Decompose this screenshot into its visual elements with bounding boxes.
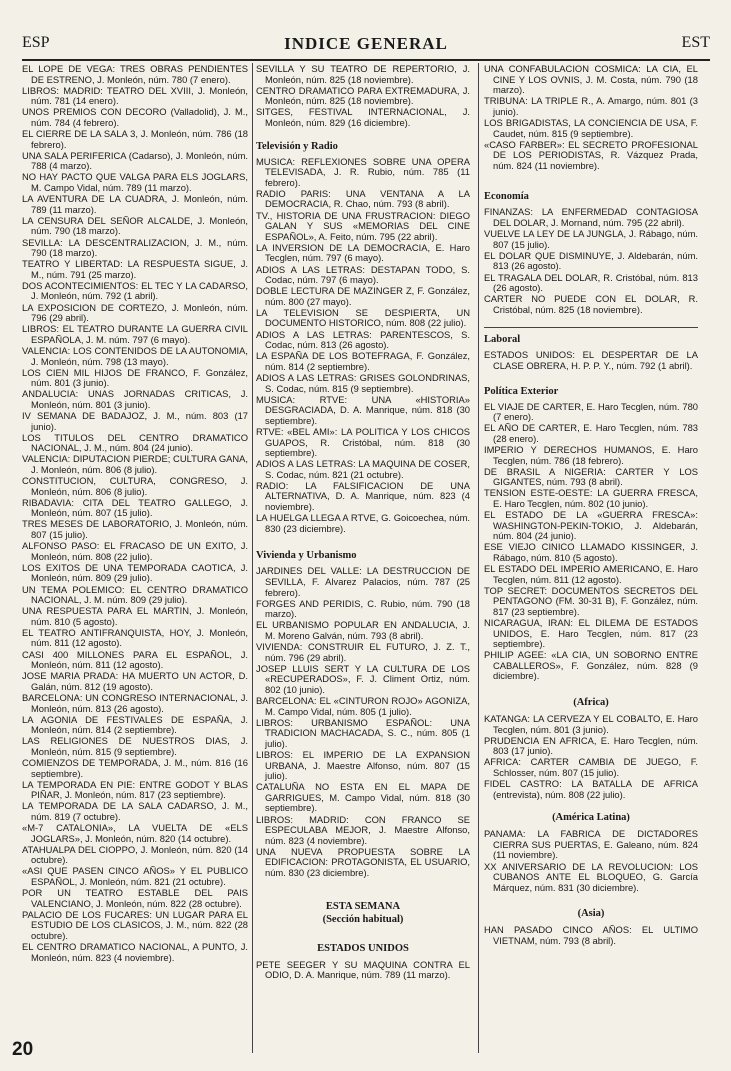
entry-list [256, 566, 470, 878]
page-header [22, 34, 710, 56]
index-entry: CARTER NO PUEDE CON EL DOLAR, R. Cristóbal, núm. 825 (18 noviembre). [484, 293, 698, 315]
index-entry: «CASO FARBER»: EL SECRETO PROFESIONAL DE LOS PERIODISTAS, R. Vázquez Prada, núm. 824 (11 noviembre). [484, 138, 698, 171]
index-entry: POR UN TEATRO ESTABLE DEL PAIS VALENCIANO, J. Monleón, núm. 822 (28 octubre). [22, 887, 248, 909]
section-heading-vivienda: Vivienda y Urbanismo [256, 550, 357, 562]
index-entry: IV SEMANA DE BADAJOZ, J. M., núm. 803 (17 junio). [22, 410, 248, 432]
index-entry: LA CENSURA DEL SEÑOR ALCALDE, J. Monleón, núm. 790 (18 marzo). [22, 214, 248, 237]
entry-list [256, 157, 470, 535]
index-entry: HAN PASADO CINCO AÑOS: EL ULTIMO VIETNAM, núm. 793 (8 abril). [484, 924, 698, 946]
entry-list [484, 207, 698, 315]
index-entry: VUELVE LA LEY DE LA JUNGLA, J. Rábago, núm. 807 (15 julio). [484, 228, 698, 250]
index-entry: JOSE MARIA PRADA: HA MUERTO UN ACTOR, D. Galán, núm. 812 (19 agosto). [22, 670, 248, 692]
index-entry: PANAMA: LA FABRICA DE DICTADORES CIERRA SUS PUERTAS, E. Galeano, núm. 824 (11 noviembre). [484, 828, 698, 861]
index-entry: TRIBUNA: LA TRIPLE R., A. Amargo, núm. 801 (3 junio). [484, 95, 698, 117]
index-entry: CENTRO DRAMATICO PARA EXTREMADURA, J. Monleón, núm. 825 (18 noviembre). [256, 84, 470, 107]
index-entry: DOS ACONTECIMIENTOS: EL TEC Y LA CADARSO, J. Monleón, núm. 792 (1 abril). [22, 279, 248, 302]
column-2 [256, 64, 470, 981]
index-entry: FINANZAS: LA ENFERMEDAD CONTAGIOSA DEL DOLAR, J. Mornand, núm. 795 (22 abril). [484, 206, 698, 229]
index-entry: JOSEP LLUIS SERT Y LA CULTURA DE LOS «RECUPERADOS», F. J. Climent Ortiz, núm. 802 (10 junio). [256, 662, 470, 695]
section-heading-america-latina: (América Latina) [552, 812, 630, 824]
entry-list [256, 960, 470, 981]
index-entry: PHILIP AGEE: «LA CIA, UN SOBORNO ENTRE CABALLEROS», F. González, núm. 828 (9 diciembre). [484, 649, 698, 682]
section-heading-laboral: Laboral [484, 334, 521, 346]
index-entry: ESTADOS UNIDOS: EL DESPERTAR DE LA CLASE OBRERA, H. P. P. Y., núm. 792 (1 abril). [484, 349, 698, 371]
section-heading-asia: (Asia) [577, 908, 605, 920]
index-entry: UNA NUEVA PROPUESTA SOBRE LA EDIFICACION: PROTAGONISTA, EL USUARIO, núm. 830 (23 diciembre). [256, 845, 470, 878]
header-left-label: ESP [22, 34, 50, 51]
index-entry: ESE VIEJO CINICO LLAMADO KISSINGER, J. Rábago, núm. 810 (5 agosto). [484, 541, 698, 563]
index-entry: LIBROS: MADRID: CON FRANCO SE ESPECULABA MEJOR, J. Maestre Alfonso, núm. 823 (4 noviembre). [256, 813, 470, 846]
index-entry: ALFONSO PASO: EL FRACASO DE UN EXITO, J. Monleón, núm. 808 (22 julio). [22, 540, 248, 562]
section-heading-politica-exterior: Política Exterior [484, 385, 559, 397]
index-entry: TV., HISTORIA DE UNA FRUSTRACION: DIEGO GALAN Y SUS «MEMORIAS DEL CINE ESPAÑOL», A. Feito, núm. 795 (22 abril). [256, 209, 470, 242]
section-heading-television: Televisión y Radio [256, 140, 338, 152]
column-1 [22, 64, 248, 964]
index-entry: SEVILLA: LA DESCENTRALIZACION, J. M., núm. 790 (18 marzo). [22, 236, 248, 259]
index-entry: RTVE: «BEL AMI»: LA POLITICA Y LOS CHICOS GUAPOS, R. Cristóbal, núm. 818 (30 septiembre). [256, 425, 470, 459]
index-entry: EL TEATRO ANTIFRANQUISTA, HOY, J. Monleón, núm. 811 (12 agosto). [22, 626, 248, 649]
section-subheading: (Sección habitual) [322, 913, 404, 925]
page-title: INDICE GENERAL [284, 34, 448, 53]
index-entry: LA AVENTURA DE LA CUADRA, J. Monleón, núm. 789 (11 marzo). [22, 193, 248, 215]
index-entry: KATANGA: LA CERVEZA Y EL COBALTO, E. Haro Tecglen, núm. 801 (3 junio). [484, 713, 698, 735]
index-entry: LA ESPAÑA DE LOS BOTEFRAGA, F. González, núm. 814 (2 septiembre). [256, 350, 470, 372]
index-entry: LA TELEVISION SE DESPIERTA, UN DOCUMENTO HISTORICO, núm. 808 (22 julio). [256, 306, 470, 329]
index-entry: LOS BRIGADISTAS, LA CONCIENCIA DE USA, F. Caudet, núm. 815 (9 septiembre). [484, 116, 698, 139]
index-entry: LOS CIEN MIL HIJOS DE FRANCO, F. González, núm. 801 (3 junio). [22, 366, 248, 389]
index-entry: TENSION ESTE-OESTE: LA GUERRA FRESCA, E. Haro Tecglen, núm. 802 (10 junio). [484, 487, 698, 509]
section-heading-esta-semana: ESTA SEMANA [325, 900, 401, 912]
index-entry: TEATRO Y LIBERTAD: LA RESPUESTA SIGUE, J. M., núm. 791 (25 marzo). [22, 258, 248, 280]
index-entry: TRES MESES DE LABORATORIO, J. Monleón, núm. 807 (15 julio). [22, 518, 248, 541]
column-3 [484, 64, 698, 947]
index-entry: RADIO: LA FALSIFICACION DE UNA ALTERNATIVA, D. A. Manrique, núm. 823 (4 noviembre). [256, 479, 470, 513]
index-entry: SEVILLA Y SU TEATRO DE REPERTORIO, J. Monleón, núm. 825 (18 noviembre). [256, 63, 470, 85]
index-entry: FIDEL CASTRO: LA BATALLA DE AFRICA (entrevista), núm. 808 (22 julio). [484, 778, 698, 800]
index-entry: VALENCIA: DIPUTACION PIERDE; CULTURA GANA, J. Monleón, núm. 806 (8 julio). [22, 453, 248, 475]
header-right-label: EST [681, 34, 710, 51]
index-entry: LA TEMPORADA EN PIE: ENTRE GODOT Y BLAS PIÑAR, J. Monleón, núm. 817 (23 septiembre). [22, 778, 248, 801]
index-entry: LOS TITULOS DEL CENTRO DRAMATICO NACIONAL, J. M., núm. 804 (24 junio). [22, 431, 248, 454]
index-entry: LAS RELIGIONES DE NUESTROS DIAS, J. Monleón, núm. 815 (9 septiembre). [22, 735, 248, 757]
column-divider-1 [252, 63, 253, 1053]
index-entry: UNA CONFABULACION COSMICA: LA CIA, EL CINE Y LOS OVNIS, J. M. Costa, núm. 790 (18 marzo). [484, 63, 698, 96]
index-entry: LOS EXITOS DE UNA TEMPORADA CAOTICA, J. Monleón, núm. 809 (29 julio). [22, 561, 248, 584]
index-entry: PRUDENCIA EN AFRICA, E. Haro Tecglen, núm. 803 (17 junio). [484, 734, 698, 757]
index-entry: EL CENTRO DRAMATICO NACIONAL, A PUNTO, J. Monleón, núm. 823 (4 noviembre). [22, 941, 248, 963]
entry-list [484, 350, 698, 371]
index-entry: LIBROS: EL TEATRO DURANTE LA GUERRA CIVIL ESPAÑOLA, J. M. núm. 797 (6 mayo). [22, 323, 248, 345]
index-entry: LA HUELGA LLEGA A RTVE, G. Goicoechea, núm. 830 (23 diciembre). [256, 512, 470, 534]
entry-list [484, 64, 698, 171]
index-entry: EL TRAGALA DEL DOLAR, R. Cristóbal, núm. 813 (26 agosto). [484, 271, 698, 294]
index-entry: LA EXPOSICION DE CORTEZO, J. Monleón, núm. 796 (29 abril). [22, 301, 248, 324]
index-entry: SITGES, FESTIVAL INTERNACIONAL, J. Monleón, núm. 829 (16 diciembre). [256, 106, 470, 128]
index-entry: NICARAGUA, IRAN: EL DILEMA DE ESTADOS UNIDOS, E. Haro Tecglen, núm. 817 (23 septiembre). [484, 616, 698, 650]
index-entry: IMPERIO Y DERECHOS HUMANOS, E. Haro Tecglen, núm. 786 (18 febrero). [484, 443, 698, 466]
entry-list [22, 64, 248, 963]
index-entry: «ASI QUE PASEN CINCO AÑOS» Y EL PUBLICO ESPAÑOL, J. Monleón, núm. 821 (21 octubre). [22, 865, 248, 888]
index-entry: EL CIERRE DE LA SALA 3, J. Monleón, núm. 786 (18 febrero). [22, 128, 248, 150]
index-entry: BARCELONA: UN CONGRESO INTERNACIONAL, J. Monleón, núm. 813 (26 agosto). [22, 691, 248, 714]
index-entry: ADIOS A LAS LETRAS: GRISES GOLONDRINAS, S. Codac, núm. 815 (9 septiembre). [256, 371, 470, 394]
index-entry: AFRICA: CARTER CAMBIA DE JUEGO, F. Schlosser, núm. 807 (15 julio). [484, 756, 698, 778]
index-entry: XX ANIVERSARIO DE LA REVOLUCION: LOS CUBANOS ANTE EL BLOQUEO, G. García Márquez, núm. 831 (30 diciembre). [484, 860, 698, 893]
index-entry: BARCELONA: EL «CINTURON ROJO» AGONIZA, M. Campo Vidal, núm. 805 (1 julio). [256, 694, 470, 717]
index-entry: UNA SALA PERIFERICA (Cadarso), J. Monleón, núm. 788 (4 marzo). [22, 149, 248, 172]
index-entry: RIBADAVIA: CITA DEL TEATRO GALLEGO, J. Monleón, núm. 807 (15 julio). [22, 496, 248, 519]
index-entry: LA INVERSION DE LA DEMOCRACIA, E. Haro Tecglen, núm. 797 (6 mayo). [256, 241, 470, 264]
entry-list [256, 64, 470, 129]
index-entry: LIBROS: URBANISMO ESPAÑOL: UNA TRADICION MACHACADA, S. C., núm. 805 (1 julio). [256, 716, 470, 749]
section-heading-estados-unidos: ESTADOS UNIDOS [317, 942, 409, 954]
index-entry: UNOS PREMIOS CON DECORO (Valladolid), J. M., núm. 784 (4 febrero). [22, 106, 248, 128]
index-entry: CONSTITUCION, CULTURA, CONGRESO, J. Monleón, núm. 806 (8 julio). [22, 475, 248, 497]
index-entry: ATAHUALPA DEL CIOPPO, J. Monleón, núm. 820 (14 octubre). [22, 843, 248, 866]
index-entry: JARDINES DEL VALLE: LA DESTRUCCION DE SEVILLA, F. Alvarez Palacios, núm. 787 (25 febrero). [256, 565, 470, 598]
index-entry: LIBROS: EL IMPERIO DE LA EXPANSION URBANA, J. Maestre Alfonso, núm. 807 (15 julio). [256, 748, 470, 782]
page-number: 20 [12, 1039, 34, 1060]
index-entry: EL AÑO DE CARTER, E. Haro Tecglen, núm. 783 (28 enero). [484, 422, 698, 444]
column-divider-2 [478, 63, 479, 1053]
index-entry: MUSICA: RTVE: UNA «HISTORIA» DESGRACIADA, D. A. Manrique, núm. 818 (30 septiembre). [256, 393, 470, 426]
index-entry: PETE SEEGER Y SU MAQUINA CONTRA EL ODIO, D. A. Manrique, núm. 789 (11 marzo). [256, 958, 470, 981]
index-entry: TOP SECRET: DOCUMENTOS SECRETOS DEL PENTAGONO (FM. 30-31 B), F. González, núm. 817 (23 septiembre). [484, 584, 698, 617]
index-entry: VIVIENDA: CONSTRUIR EL FUTURO, J. Z. T., núm. 796 (29 abril). [256, 641, 470, 663]
index-entry: FORGES AND PERIDIS, C. Rubio, núm. 790 (18 marzo). [256, 597, 470, 620]
index-entry: VALENCIA: LOS CONTENIDOS DE LA AUTONOMIA, J. Monleón, núm. 798 (13 mayo). [22, 344, 248, 367]
index-entry: COMIENZOS DE TEMPORADA, J. M., núm. 816 (16 septiembre). [22, 757, 248, 779]
index-entry: EL ESTADO DE LA «GUERRA FRESCA»: WASHINGTON-PEKIN-TOKIO, J. Aldebarán, núm. 804 (24 junio). [484, 509, 698, 542]
section-heading-economia: Economía [484, 191, 529, 203]
section-divider [484, 327, 698, 328]
entry-list [484, 925, 698, 946]
index-entry: LA TEMPORADA DE LA SALA CADARSO, J. M., núm. 819 (7 octubre). [22, 800, 248, 822]
index-entry: UNA RESPUESTA PARA EL MARTIN, J. Monleón, núm. 810 (5 agosto). [22, 605, 248, 627]
index-entry: UN TEMA POLEMICO: EL CENTRO DRAMATICO NACIONAL, J. M. núm. 809 (29 julio). [22, 583, 248, 606]
index-entry: RADIO PARIS: UNA VENTANA A LA DEMOCRACIA, R. Chao, núm. 793 (8 abril). [256, 187, 470, 210]
entry-list [484, 829, 698, 893]
index-entry: EL URBANISMO POPULAR EN ANDALUCIA, J. M. Moreno Galván, núm. 793 (8 abril). [256, 619, 470, 641]
index-entry: ADIOS A LAS LETRAS: DESTAPAN TODO, S. Codac, núm. 797 (6 mayo). [256, 263, 470, 286]
entry-list [484, 714, 698, 800]
section-heading-africa: (Africa) [573, 697, 609, 708]
entry-list [484, 402, 698, 682]
index-entry: DE BRASIL A NIGERIA: CARTER Y LOS GIGANTES, núm. 793 (8 abril). [484, 465, 698, 488]
index-entry: LIBROS: MADRID: TEATRO DEL XVIII, J. Monleón, núm. 781 (14 enero). [22, 84, 248, 107]
index-entry: PALACIO DE LOS FUCARES: UN LUGAR PARA EL ESTUDIO DE LOS CLASICOS, J. M., núm. 822 (28 octubre). [22, 908, 248, 941]
index-entry: CASI 400 MILLONES PARA EL ESPAÑOL, J. Monleón, núm. 811 (12 agosto). [22, 648, 248, 671]
index-entry: ADIOS A LAS LETRAS: PARENTESCOS, S. Codac, núm. 813 (26 agosto). [256, 328, 470, 351]
index-entry: ANDALUCIA: UNAS JORNADAS CRITICAS, J. Monleón, núm. 801 (3 junio). [22, 388, 248, 410]
index-entry: CATALUÑA NO ESTA EN EL MAPA DE GARRIGUES, M. Campo Vidal, núm. 818 (30 septiembre). [256, 781, 470, 814]
index-entry: EL DOLAR QUE DISMINUYE, J. Aldebarán, núm. 813 (26 agosto). [484, 249, 698, 272]
index-entry: DOBLE LECTURA DE MAZINGER Z, F. González, núm. 800 (27 mayo). [256, 285, 470, 307]
index-entry: EL ESTADO DEL IMPERIO AMERICANO, E. Haro Tecglen, núm. 811 (12 agosto). [484, 562, 698, 585]
index-entry: EL VIAJE DE CARTER, E. Haro Tecglen, núm. 780 (7 enero). [484, 400, 698, 423]
index-entry: MUSICA: REFLEXIONES SOBRE UNA OPERA TELEVISADA, J. R. Rubio, núm. 785 (11 febrero). [256, 155, 470, 188]
index-entry: EL LOPE DE VEGA: TRES OBRAS PENDIENTES DE ESTRENO, J. Monleón, núm. 780 (7 enero). [22, 63, 248, 85]
index-entry: LA AGONIA DE FESTIVALES DE ESPAÑA, J. Monleón, núm. 814 (2 septiembre). [22, 713, 248, 736]
header-rule [22, 59, 710, 61]
index-entry: «M-7 CATALONIA», LA VUELTA DE «ELS JOGLARS», J. Monleón, núm. 820 (14 octubre). [22, 822, 248, 844]
index-entry: NO HAY PACTO QUE VALGA PARA ELS JOGLARS, M. Campo Vidal, núm. 789 (11 marzo). [22, 171, 248, 194]
index-entry: ADIOS A LAS LETRAS: LA MAQUINA DE COSER, S. Codac, núm. 821 (21 octubre). [256, 458, 470, 480]
